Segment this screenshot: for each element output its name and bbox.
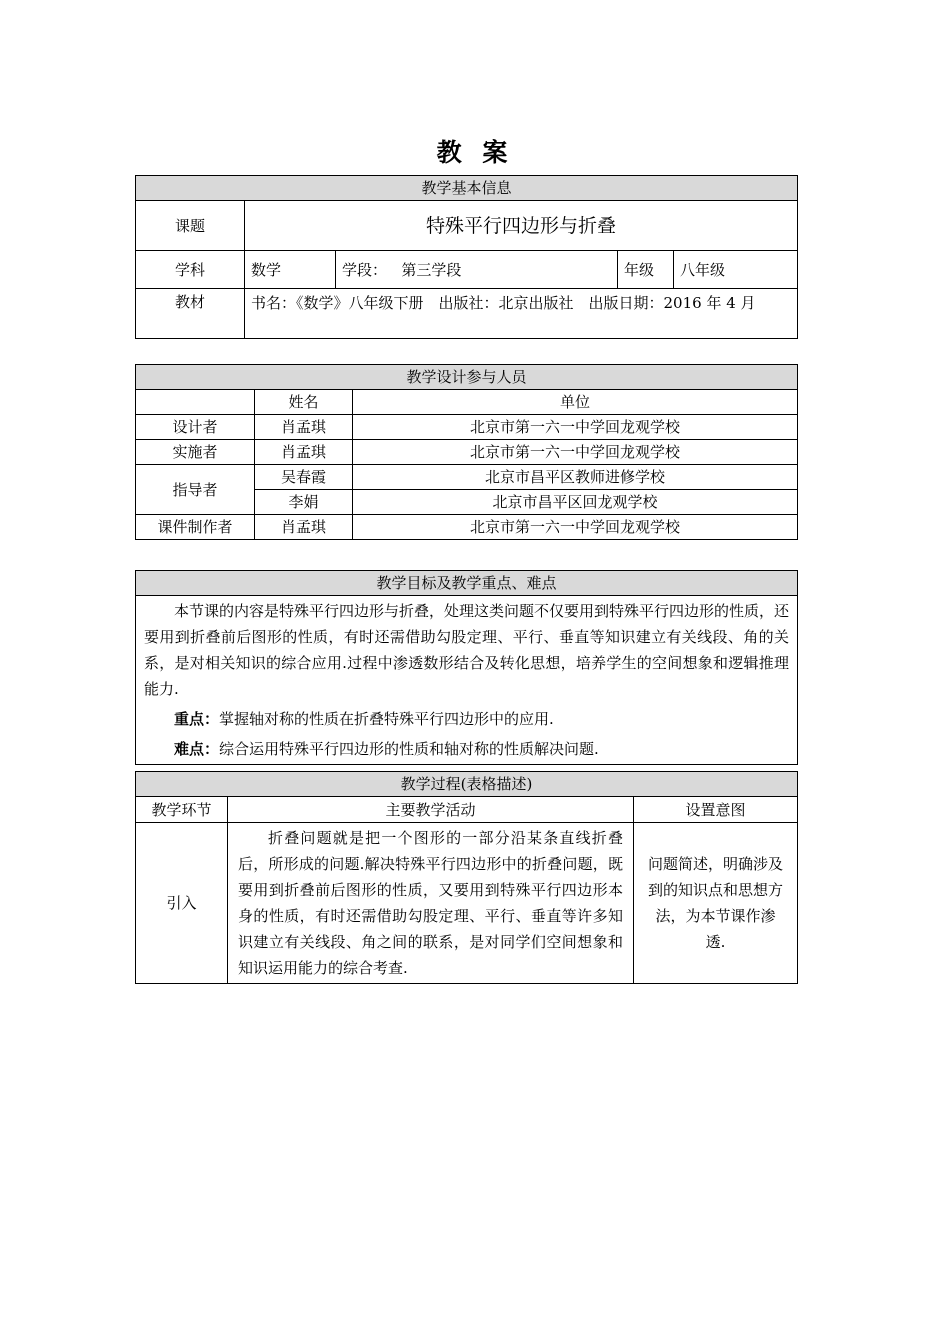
subject-value: 数学 [245, 251, 336, 289]
goals-body [136, 596, 798, 765]
key-point [136, 704, 797, 734]
basic-info-header: 教学基本信息 [136, 176, 798, 201]
table-row [136, 465, 798, 490]
topic-value: 特殊平行四边形与折叠 [245, 201, 798, 251]
name-cell: 吴春霞 [255, 465, 353, 490]
participants-header: 教学设计参与人员 [136, 365, 798, 390]
textbook-value: 书名：《数学》八年级下册 出版社：北京出版社 出版日期：2016 年 4 月 [245, 289, 798, 339]
role-cell: 实施者 [136, 440, 255, 465]
diff-label: 难点： [174, 740, 220, 758]
activity-cell: 折叠问题就是把一个图形的一部分沿某条直线折叠后，所形成的问题.解决特殊平行四边形中的折叠问题，既要用到折叠前后图形的性质，又要用到特殊平行四边形本身的性质，有时还需借助勾股定理、平行、垂直等许多知识建立有关线段、角之间的联系，是对同学们空间想象和知识运用能力的综合考查. [228, 823, 634, 984]
table-row [136, 515, 798, 540]
difficult-point [136, 734, 797, 764]
table-row [136, 823, 798, 984]
topic-label: 课题 [136, 201, 245, 251]
col-name: 姓名 [255, 390, 353, 415]
col-activity: 主要教学活动 [228, 797, 634, 823]
intent-cell: 问题简述，明确涉及到的知识点和思想方法，为本节课作渗透. [634, 823, 798, 984]
participants-table [135, 364, 798, 540]
subject-label: 学科 [136, 251, 245, 289]
role-cell: 课件制作者 [136, 515, 255, 540]
diff-text: 综合运用特殊平行四边形的性质和轴对称的性质解决问题. [219, 740, 599, 758]
role-cell: 设计者 [136, 415, 255, 440]
participants-corner [136, 390, 255, 415]
goals-table [135, 570, 798, 765]
unit-cell: 北京市第一六一中学回龙观学校 [353, 515, 798, 540]
process-header: 教学过程(表格描述) [136, 772, 798, 797]
goals-header: 教学目标及教学重点、难点 [136, 571, 798, 596]
unit-cell: 北京市昌平区教师进修学校 [353, 465, 798, 490]
unit-cell: 北京市第一六一中学回龙观学校 [353, 440, 798, 465]
stage-value: 第三学段 [401, 260, 462, 279]
stage-cell [336, 251, 618, 289]
goals-intro: 本节课的内容是特殊平行四边形与折叠，处理这类问题不仅要用到特殊平行四边形的性质，还要用到折叠前后图形的性质，有时还需借助勾股定理、平行、垂直等知识建立有关线段、角的关系，是对相关知识的综合应用.过程中渗透数形结合及转化思想，培养学生的空间想象和逻辑推理能力. [144, 602, 790, 698]
table-row [136, 415, 798, 440]
stage-label: 学段： [342, 260, 388, 279]
page-title: 教 案 [436, 138, 514, 167]
stage-cell: 引入 [136, 823, 228, 984]
col-stage: 教学环节 [136, 797, 228, 823]
name-cell: 肖孟琪 [255, 515, 353, 540]
textbook-label: 教材 [136, 289, 245, 339]
key-text: 掌握轴对称的性质在折叠特殊平行四边形中的应用. [219, 710, 554, 728]
col-intent: 设置意图 [634, 797, 798, 823]
name-cell: 肖孟琪 [255, 415, 353, 440]
role-cell: 指导者 [136, 465, 255, 515]
unit-cell: 北京市昌平区回龙观学校 [353, 490, 798, 515]
name-cell: 肖孟琪 [255, 440, 353, 465]
grade-value: 八年级 [674, 251, 798, 289]
basic-info-table [135, 175, 798, 339]
unit-cell: 北京市第一六一中学回龙观学校 [353, 415, 798, 440]
key-label: 重点： [174, 710, 220, 728]
process-table [135, 771, 798, 984]
grade-label: 年级 [618, 251, 674, 289]
col-unit: 单位 [353, 390, 798, 415]
table-row [136, 440, 798, 465]
name-cell: 李娟 [255, 490, 353, 515]
